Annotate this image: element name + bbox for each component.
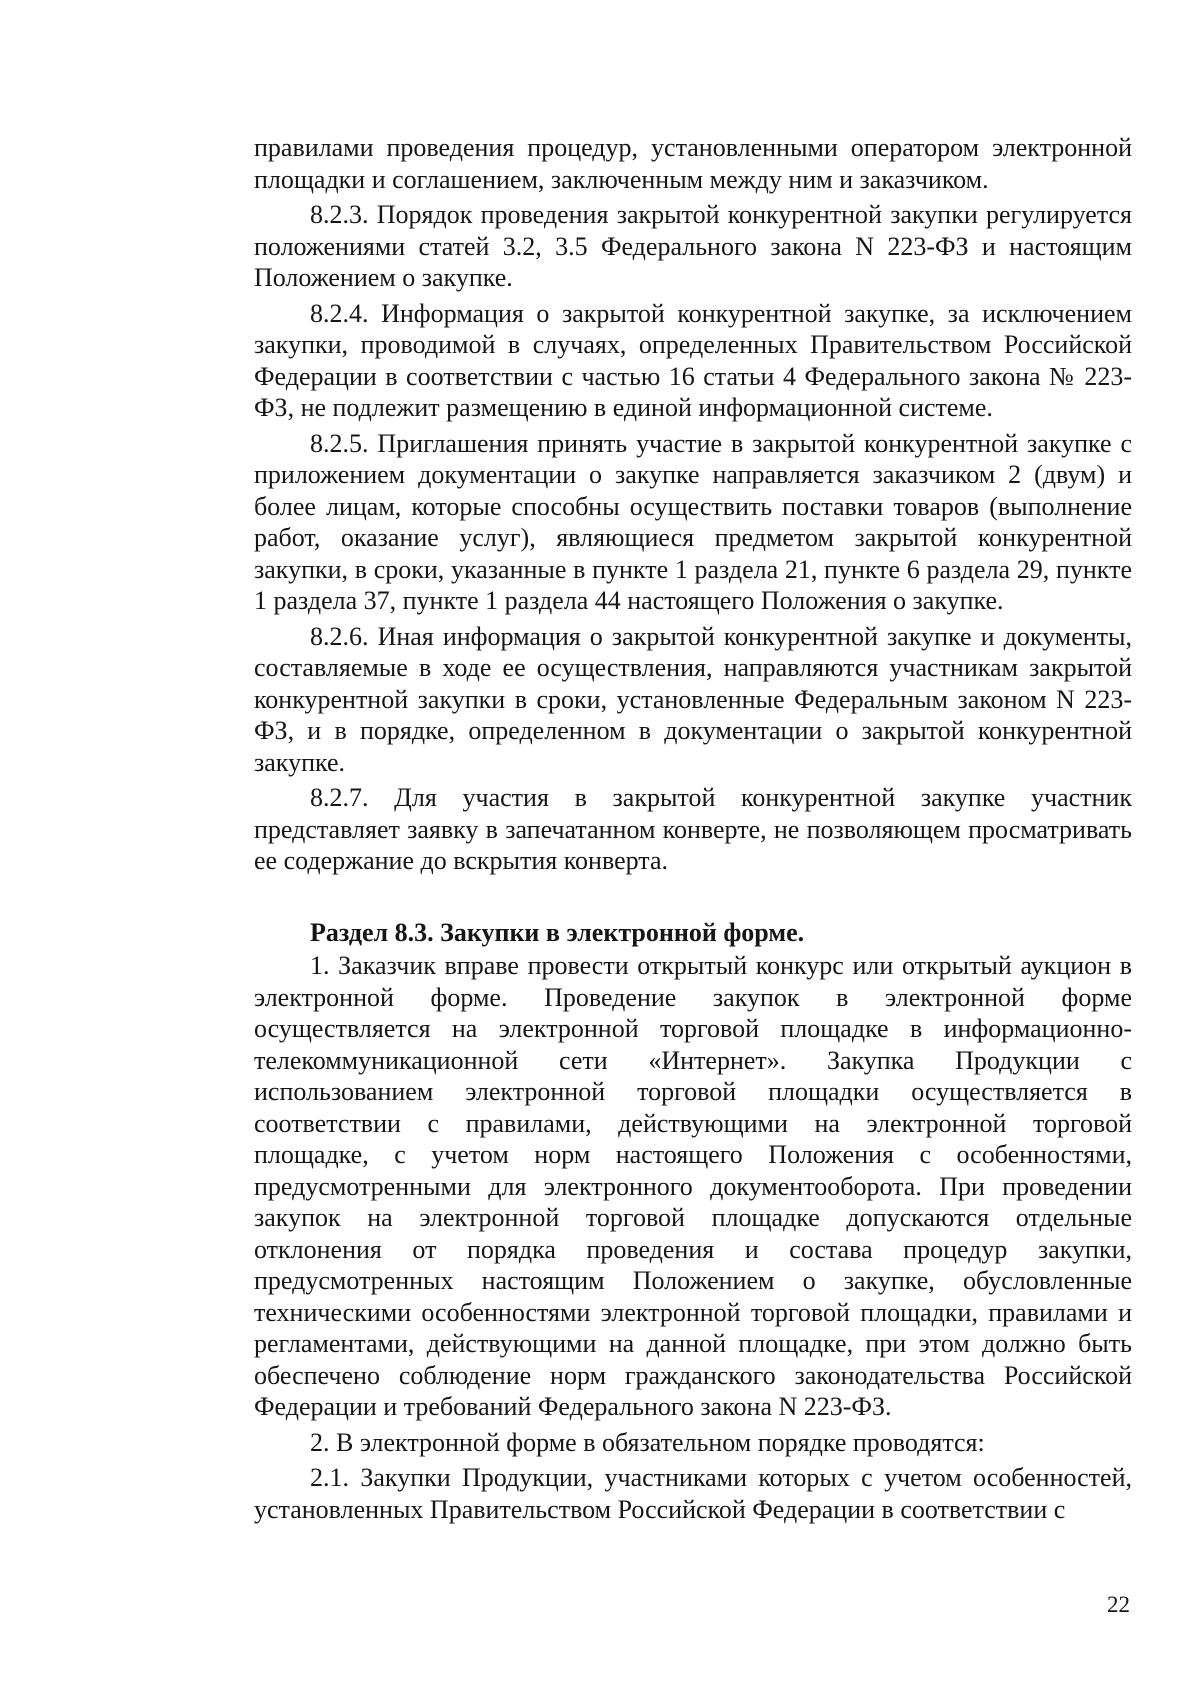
paragraph-8-2-5: 8.2.5. Приглашения принять участие в закрытой конкурентной закупке с приложением документации о закупке направляется заказчиком 2 (двум) и более лицам, которые способны осуществить поставки товаров (выполнение работ, оказание услуг), являющиеся предметом закрытой конкурентной закупки, в сроки, указанные в пункте 1 раздела 21, пункте 6 раздела 29, пункте 1 раздела 37, пункте 1 раздела 44 настоящего Положения о закупке. (254, 428, 1132, 615)
page-number: 22 (1107, 1592, 1130, 1617)
paragraph-item-1: 1. Заказчик вправе провести открытый конкурс или открытый аукцион в электронной форме. Проведение закупок в электронной форме осуществляется на электронной торговой площадке в информационно-телекоммуникационной сети «Интернет». Закупка Продукции с использованием электронной торговой площадки осуществляется в соответствии с правилами, действующими на электронной торговой площадке, с учетом норм настоящего Положения с особенностями, предусмотренными для электронного документооборота. При проведении закупок на электронной торговой площадке допускаются отдельные отклонения от порядка проведения и состава процедур закупки, предусмотренных настоящим Положением о закупке, обусловленные техническими особенностями электронной торговой площадки, правилами и регламентами, действующими на данной площадке, при этом должно быть обеспечено соблюдение норм гражданского законодательства Российской Федерации и требований Федерального закона N 223-ФЗ. (254, 951, 1132, 1421)
paragraph-item-2: 2. В электронной форме в обязательном порядке проводятся: (310, 1427, 985, 1457)
paragraph-8-2-7: 8.2.7. Для участия в закрытой конкурентной закупке участник представляет заявку в запечатанном конверте, не позволяющем просматривать ее содержание до вскрытия конверта. (254, 783, 1132, 875)
paragraph-8-2-4: 8.2.4. Информация о закрытой конкурентной закупке, за исключением закупки, проводимой в случаях, определенных Правительством Российской Федерации в соответствии с частью 16 статьи 4 Федерального закона № 223-ФЗ, не подлежит размещению в единой информационной системе. (254, 298, 1132, 422)
paragraph-continuation: правилами проведения процедур, установленными оператором электронной площадки и соглашением, заключенным между ним и заказчиком. (254, 133, 1132, 194)
paragraph-item-2-1: 2.1. Закупки Продукции, участниками которых с учетом особенностей, установленных Правительством Российской Федерации в соответствии с (254, 1463, 1132, 1524)
section-heading: Раздел 8.3. Закупки в электронной форме. (310, 917, 805, 947)
paragraph-8-2-6: 8.2.6. Иная информация о закрытой конкурентной закупке и документы, составляемые в ходе ее осуществления, направляются участникам закрытой конкурентной закупки в сроки, установленные Федеральным законом N 223-ФЗ, и в порядке, определенном в документации о закрытой конкурентной закупке. (254, 621, 1132, 777)
document-body (254, 132, 1132, 1529)
paragraph-8-2-3: 8.2.3. Порядок проведения закрытой конкурентной закупки регулируется положениями статей 3.2, 3.5 Федерального закона N 223-ФЗ и настоящим Положением о закупке. (254, 200, 1132, 292)
